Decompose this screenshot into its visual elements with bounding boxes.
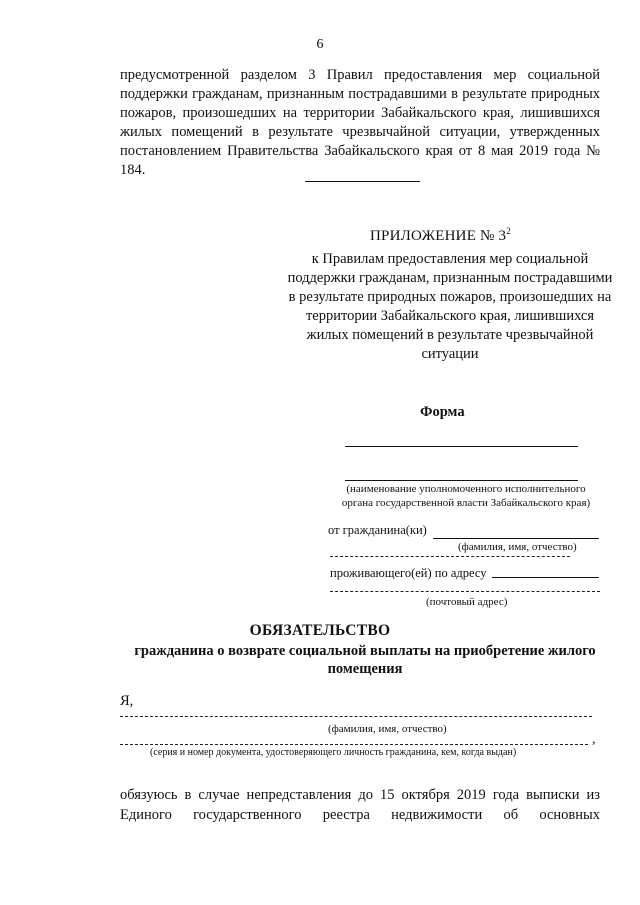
document-comma: , [592,732,596,747]
postal-caption: (почтовый адрес) [426,596,508,608]
obligation-fio-caption: (фамилия, имя, отчество) [328,723,447,735]
organ-line-1 [345,446,578,447]
appendix-description: к Правилам предоставления мер социальной поддержки гражданам, признанным пострадавшими в результате природных пожаров, произошедших на территории Забайкальского края, лишившихся жилых помещений в результате чрезвычайной ситуации [287,251,613,362]
obligation-title: ОБЯЗАТЕЛЬСТВО [249,622,391,639]
obligation-body-line-1: обязуюсь в случае непредставления до 15 октября 2019 года выписки из [120,787,600,803]
appendix-title [370,226,511,245]
obligation-subtitle: гражданина о возврате социальной выплаты на приобретение жилого помещения [134,643,596,677]
obligation-body-line-2: Единого государственного реестра недвижимости об основных [120,807,600,823]
address-line [330,591,600,592]
separator-line [305,181,420,182]
from-citizen-label: от гражданина(ки) [328,523,427,537]
appendix-title-text: ПРИЛОЖЕНИЕ № 3 [370,228,507,244]
organ-caption [335,482,597,510]
residing-line [492,577,599,578]
intro-paragraph: предусмотренной разделом 3 Правил предоставления мер социальной поддержки гражданам, признанным пострадавшими в результате природных пожаров, произошедших на территории Забайкальского края, лишившихся жилых помещений в результате чрезвычайной ситуации, утвержденных постановлением Правительства Забайкальского края от 8 мая 2019 года № 184. [120,67,600,178]
appendix-superscript: 2 [506,226,511,236]
document-caption: (серия и номер документа, удостоверяющего личность гражданина, кем, когда выдан) [150,747,517,758]
from-fio-caption: (фамилия, имя, отчество) [458,541,577,553]
fio-extra-line [330,556,570,557]
organ-caption-line-1: (наименование уполномоченного исполнительного [346,483,586,495]
i-label: Я, [120,693,134,709]
document-line [120,744,588,745]
organ-line-2 [345,480,578,481]
organ-caption-line-2: органа государственной власти Забайкальского края) [341,497,591,509]
from-citizen-line [433,538,599,539]
form-label: Форма [420,404,465,420]
fio-line [120,716,592,717]
residing-label: проживающего(ей) по адресу [330,566,487,580]
page-number: 6 [316,37,324,52]
